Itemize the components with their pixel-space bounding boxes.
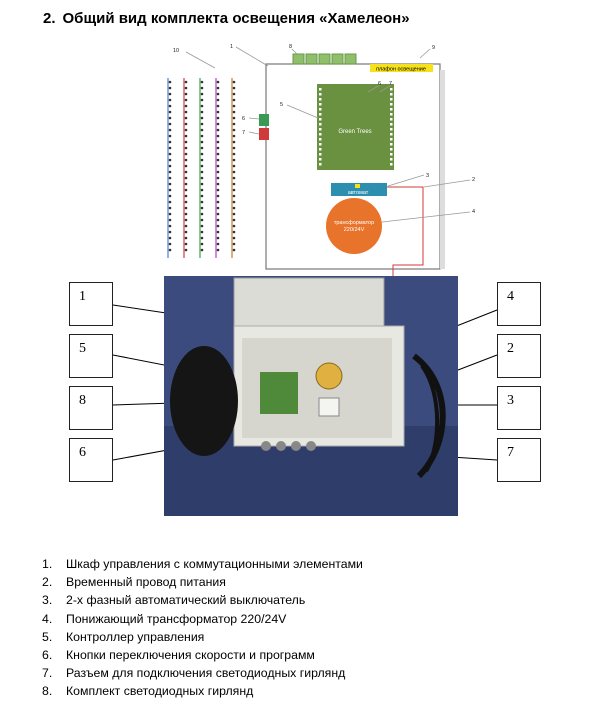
legend-item: 4. Понижающий трансформатор 220/24V — [42, 611, 287, 626]
cabinet-photo-drawing — [164, 276, 458, 516]
garland-led — [233, 159, 236, 162]
garland-led — [233, 165, 236, 168]
garland-led — [233, 153, 236, 156]
connector — [332, 54, 343, 64]
board-pin — [319, 153, 322, 156]
garland-led — [201, 159, 204, 162]
garland-led — [201, 189, 204, 192]
garland-led — [217, 117, 220, 120]
garland-led — [185, 153, 188, 156]
board-pin — [319, 158, 322, 161]
garland-led — [217, 183, 220, 186]
button-red — [259, 128, 269, 140]
scheme-num: 6 — [242, 116, 246, 122]
connector — [319, 54, 330, 64]
legend-item: 7. Разъем для подключения светодиодных гирлянд — [42, 666, 346, 681]
board-pin — [319, 148, 322, 151]
garland-led — [185, 249, 188, 252]
garland-led — [185, 99, 188, 102]
scheme-num: 5 — [280, 102, 284, 108]
garland-led — [217, 93, 220, 96]
garland-led — [169, 135, 172, 138]
garland-led — [217, 249, 220, 252]
garland-led — [201, 129, 204, 132]
scheme-num: 3 — [426, 173, 430, 179]
garland-led — [201, 237, 204, 240]
garland-led — [201, 231, 204, 234]
garland-led — [233, 123, 236, 126]
garland-led — [201, 249, 204, 252]
garland-led — [217, 177, 220, 180]
board-pin — [390, 138, 393, 141]
garland-led — [185, 117, 188, 120]
board-pin — [390, 113, 393, 116]
garland-led — [201, 153, 204, 156]
controller-label: Green Trees — [338, 129, 372, 135]
board-pin — [319, 138, 322, 141]
garland-led — [169, 147, 172, 150]
cabinet-photo — [164, 276, 458, 516]
board-pin — [390, 103, 393, 106]
garland-led — [217, 207, 220, 210]
garland-led — [169, 189, 172, 192]
garland-led — [217, 87, 220, 90]
garland-led — [169, 117, 172, 120]
scheme-num: 7 — [389, 81, 393, 87]
garland-led — [185, 123, 188, 126]
board-pin — [319, 128, 322, 131]
section-number: 2. — [43, 10, 56, 27]
legend-item: 6. Кнопки переключения скорости и программ — [42, 648, 315, 663]
garland-led — [217, 201, 220, 204]
garland-led — [185, 189, 188, 192]
garland-led — [217, 123, 220, 126]
garland-led — [233, 219, 236, 222]
garland-led — [201, 201, 204, 204]
garland-led — [233, 111, 236, 114]
garland-led — [233, 243, 236, 246]
garland-led — [201, 87, 204, 90]
garland-led — [185, 105, 188, 108]
garland-led — [169, 165, 172, 168]
connector — [293, 54, 304, 64]
callout-2: 2 — [497, 334, 541, 378]
garland-led — [233, 201, 236, 204]
garland-led — [169, 213, 172, 216]
garland-led — [185, 93, 188, 96]
board-pin — [319, 103, 322, 106]
board-pin — [319, 93, 322, 96]
garland-led — [169, 153, 172, 156]
board-pin — [390, 143, 393, 146]
garland-led — [217, 111, 220, 114]
garland-led — [217, 189, 220, 192]
garland-led — [233, 141, 236, 144]
breaker-switch — [355, 184, 360, 188]
garland-led — [185, 87, 188, 90]
garland-led — [169, 105, 172, 108]
scheme-num: 8 — [289, 44, 293, 50]
board-pin — [390, 108, 393, 111]
board-pin — [319, 108, 322, 111]
garland-led — [201, 207, 204, 210]
board-pin — [390, 128, 393, 131]
garland-led — [185, 135, 188, 138]
board-pin — [319, 118, 322, 121]
garland-led — [233, 93, 236, 96]
transformer-label: трансформатор — [333, 220, 375, 226]
board-pin — [319, 98, 322, 101]
garland-led — [233, 225, 236, 228]
garland-led — [185, 183, 188, 186]
section-title: Общий вид комплекта освещения «Хамелеон» — [62, 10, 410, 27]
board-pin — [319, 163, 322, 166]
garland-led — [217, 225, 220, 228]
lamp-label: плафон освещение — [376, 66, 426, 73]
garland-led — [217, 195, 220, 198]
garland-led — [217, 141, 220, 144]
board-pin — [390, 123, 393, 126]
garland-led — [233, 105, 236, 108]
garland-led — [233, 189, 236, 192]
board-pin — [390, 148, 393, 151]
garland-led — [169, 81, 172, 84]
garland-led — [169, 201, 172, 204]
garland-led — [169, 99, 172, 102]
garland-led — [233, 249, 236, 252]
garland-led — [185, 195, 188, 198]
button-green — [259, 114, 269, 126]
garland-led — [233, 237, 236, 240]
board-pin — [390, 93, 393, 96]
board-pin — [319, 123, 322, 126]
garland-led — [169, 171, 172, 174]
board-pin — [319, 133, 322, 136]
garland-led — [217, 171, 220, 174]
garland-led — [201, 213, 204, 216]
legend-item: 5. Контроллер управления — [42, 629, 205, 644]
garland-led — [201, 117, 204, 120]
garland-led — [169, 237, 172, 240]
garland-led — [233, 213, 236, 216]
scheme-num: 2 — [472, 177, 476, 183]
garland-led — [233, 135, 236, 138]
garland-led — [233, 147, 236, 150]
legend-item: 1. Шкаф управления с коммутационными элементами — [42, 557, 363, 571]
board-pin — [390, 118, 393, 121]
cabinet-shadow — [440, 70, 445, 269]
board-pin — [390, 88, 393, 91]
garland-led — [201, 243, 204, 246]
garland-led — [169, 249, 172, 252]
scheme-num: 9 — [432, 45, 436, 51]
garland-led — [201, 177, 204, 180]
garland-led — [169, 219, 172, 222]
callout-6: 6 — [69, 438, 113, 482]
garland-led — [201, 123, 204, 126]
garland-led — [185, 129, 188, 132]
garland-led — [201, 111, 204, 114]
scheme-num: 7 — [242, 130, 246, 136]
garland-led — [233, 207, 236, 210]
garland-led — [185, 201, 188, 204]
garland-led — [201, 183, 204, 186]
garland-led — [201, 171, 204, 174]
callout-4: 4 — [497, 282, 541, 326]
callout-1: 1 — [69, 282, 113, 326]
garland-led — [169, 177, 172, 180]
garland-led — [185, 171, 188, 174]
led-garlands — [168, 78, 235, 258]
garland-led — [185, 231, 188, 234]
garland-led — [185, 243, 188, 246]
garland-led — [185, 81, 188, 84]
garland-led — [233, 87, 236, 90]
garland-led — [169, 111, 172, 114]
garland-led — [217, 219, 220, 222]
legend-item: 2. Временный провод питания — [42, 575, 226, 590]
garland-led — [169, 93, 172, 96]
garland-led — [217, 231, 220, 234]
garland-led — [217, 159, 220, 162]
callout-5: 5 — [69, 334, 113, 378]
garland-led — [169, 141, 172, 144]
garland-led — [169, 225, 172, 228]
garland-led — [201, 141, 204, 144]
garland-led — [233, 99, 236, 102]
garland-led — [233, 177, 236, 180]
callout-8: 8 — [69, 386, 113, 430]
garland-led — [185, 237, 188, 240]
garland-led — [233, 171, 236, 174]
garland-led — [201, 135, 204, 138]
board-pin — [390, 163, 393, 166]
garland-led — [169, 231, 172, 234]
board-pin — [390, 98, 393, 101]
garland-led — [169, 195, 172, 198]
callout-7: 7 — [497, 438, 541, 482]
garland-led — [217, 105, 220, 108]
garland-led — [201, 99, 204, 102]
board-pin — [390, 133, 393, 136]
scheme-num: 4 — [472, 209, 476, 215]
garland-led — [233, 195, 236, 198]
garland-led — [217, 99, 220, 102]
garland-led — [185, 177, 188, 180]
garland-led — [169, 159, 172, 162]
garland-led — [217, 165, 220, 168]
scheme-num: 6 — [378, 81, 382, 87]
garland-led — [169, 87, 172, 90]
board-pin — [390, 153, 393, 156]
board-pin — [319, 113, 322, 116]
garland-led — [169, 243, 172, 246]
garland-led — [217, 237, 220, 240]
garland-led — [169, 129, 172, 132]
garland-led — [185, 207, 188, 210]
garland-led — [233, 81, 236, 84]
garland-led — [201, 147, 204, 150]
board-pin — [319, 88, 322, 91]
garland-led — [185, 165, 188, 168]
garland-led — [201, 195, 204, 198]
garland-led — [185, 141, 188, 144]
garland-led — [217, 81, 220, 84]
garland-led — [217, 213, 220, 216]
board-pin — [390, 158, 393, 161]
garland-led — [233, 129, 236, 132]
garland-led — [233, 231, 236, 234]
garland-led — [185, 147, 188, 150]
garland-led — [201, 81, 204, 84]
connector — [306, 54, 317, 64]
scheme-num: 10 — [173, 48, 180, 54]
garland-led — [201, 105, 204, 108]
transformer — [326, 198, 382, 254]
garland-led — [201, 165, 204, 168]
garland-led — [217, 135, 220, 138]
controller-board — [317, 84, 394, 170]
component-legend — [42, 555, 363, 701]
garland-led — [169, 207, 172, 210]
garland-led — [185, 159, 188, 162]
garland-led — [201, 225, 204, 228]
transformer-rating: 220/24V — [343, 227, 365, 233]
garland-led — [185, 111, 188, 114]
garland-led — [233, 117, 236, 120]
garland-led — [201, 93, 204, 96]
garland-led — [169, 183, 172, 186]
garland-led — [169, 123, 172, 126]
callout-3: 3 — [497, 386, 541, 430]
legend-item: 8. Комплект светодиодных гирлянд — [42, 684, 254, 699]
garland-led — [185, 225, 188, 228]
garland-led — [217, 147, 220, 150]
garland-led — [185, 213, 188, 216]
scheme-num: 1 — [230, 44, 234, 50]
connector — [345, 54, 356, 64]
breaker-label: автомат — [347, 190, 369, 196]
garland-led — [233, 183, 236, 186]
garland-led — [201, 219, 204, 222]
garland-led — [185, 219, 188, 222]
legend-item: 3. 2-х фазный автоматический выключатель — [42, 593, 306, 608]
garland-led — [217, 243, 220, 246]
garland-led — [217, 153, 220, 156]
garland-led — [217, 129, 220, 132]
board-pin — [319, 143, 322, 146]
